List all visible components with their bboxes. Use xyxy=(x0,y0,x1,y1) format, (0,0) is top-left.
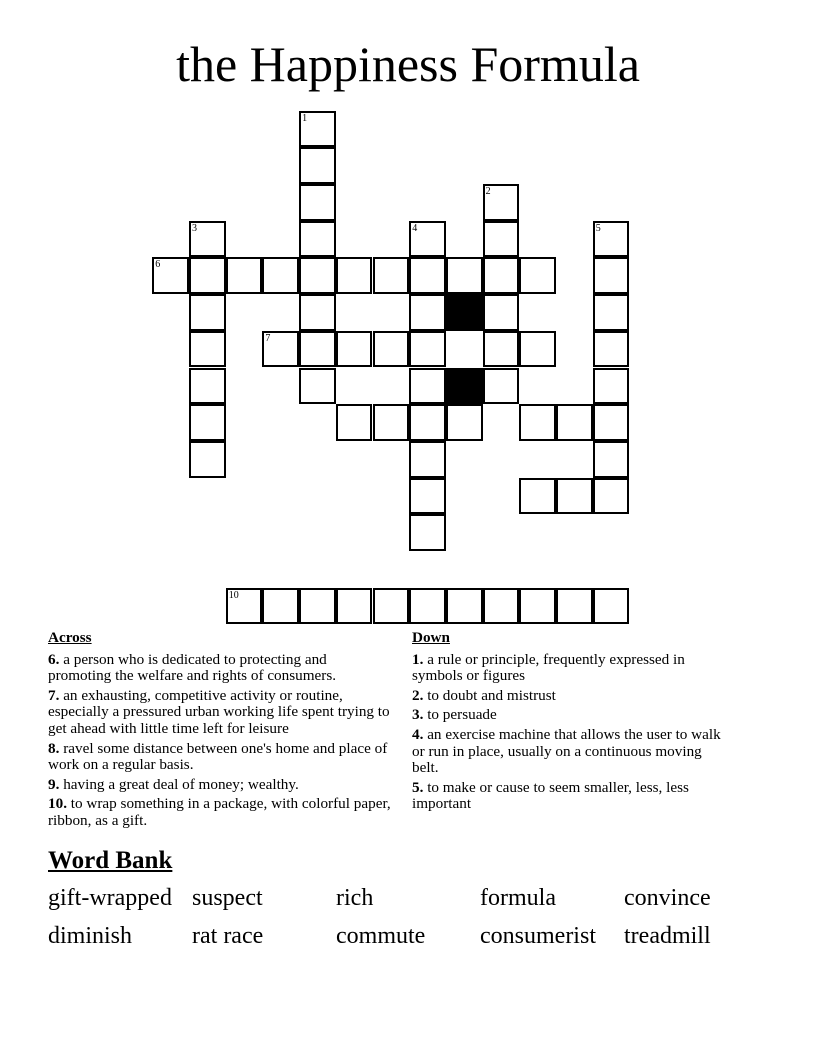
grid-cell[interactable] xyxy=(483,331,520,368)
clue-number: 3 xyxy=(192,222,197,234)
grid-cell[interactable] xyxy=(299,331,336,368)
grid-cell[interactable] xyxy=(409,331,446,368)
grid-cell[interactable] xyxy=(299,111,336,148)
grid-cell[interactable] xyxy=(336,331,373,368)
clue-text: having a great deal of money; wealthy. xyxy=(59,775,299,793)
across-clue xyxy=(48,688,393,738)
down-clue-list xyxy=(412,652,732,813)
clue-text: to persuade xyxy=(423,706,497,724)
clue-number-label: 7. xyxy=(48,686,60,704)
grid-cell[interactable] xyxy=(299,257,336,294)
clue-number-label: 5. xyxy=(412,778,424,796)
grid-cell[interactable] xyxy=(189,404,226,441)
down-clues xyxy=(412,630,732,816)
clue-number: 7 xyxy=(265,332,271,344)
clue-number: 5 xyxy=(595,222,601,234)
clue-number-label: 2. xyxy=(412,686,424,704)
grid-cell[interactable] xyxy=(519,331,556,368)
grid-cell[interactable] xyxy=(336,257,373,294)
grid-cell[interactable] xyxy=(226,257,263,294)
grid-cell[interactable] xyxy=(299,588,336,625)
grid-cell[interactable] xyxy=(483,257,520,294)
grid-cell[interactable] xyxy=(262,257,299,294)
clue-text: to make or cause to seem smaller, less, less important xyxy=(412,778,689,813)
clue-text: to wrap something in a package, with colorful paper, ribbon, as a gift. xyxy=(48,795,391,829)
word-bank-word: treadmill xyxy=(624,923,711,949)
clue-text: to doubt and mistrust xyxy=(423,686,556,704)
grid-cell[interactable] xyxy=(299,147,336,184)
grid-cell[interactable] xyxy=(593,368,630,405)
grid-cell[interactable] xyxy=(373,257,410,294)
down-clue xyxy=(412,707,732,724)
grid-cell[interactable] xyxy=(519,588,556,625)
grid-cell[interactable] xyxy=(373,331,410,368)
grid-cell[interactable] xyxy=(593,257,630,294)
grid-cell[interactable] xyxy=(373,404,410,441)
word-bank-word: rat race xyxy=(192,923,264,949)
grid-cell[interactable] xyxy=(299,221,336,258)
grid-cell[interactable] xyxy=(409,588,446,625)
grid-cell[interactable] xyxy=(409,368,446,405)
grid-cell[interactable] xyxy=(593,294,630,331)
grid-cell[interactable] xyxy=(483,221,520,258)
clue-text: a rule or principle, frequently expressed in symbols or figures xyxy=(412,650,685,685)
down-clue xyxy=(412,652,732,685)
word-bank-word: commute xyxy=(336,923,426,949)
word-bank-word: consumerist xyxy=(480,923,596,949)
clue-number-label: 10. xyxy=(48,795,67,813)
grid-cell[interactable] xyxy=(262,588,299,625)
clue-text: ravel some distance between one's home and place of work on a regular basis. xyxy=(48,739,388,774)
grid-cell[interactable] xyxy=(446,404,483,441)
grid-cell[interactable] xyxy=(409,294,446,331)
down-heading: Down xyxy=(412,629,450,646)
black-cell xyxy=(446,294,483,331)
clue-number: 4 xyxy=(412,222,418,234)
grid-cell[interactable] xyxy=(519,404,556,441)
grid-cell[interactable] xyxy=(373,588,410,625)
word-bank-word: convince xyxy=(624,885,711,911)
grid-cell[interactable] xyxy=(299,184,336,221)
grid-cell[interactable] xyxy=(189,331,226,368)
clue-number-label: 6. xyxy=(48,650,60,668)
grid-cell[interactable] xyxy=(483,588,520,625)
black-cell xyxy=(446,368,483,405)
grid-cell[interactable] xyxy=(483,294,520,331)
grid-cell[interactable] xyxy=(189,257,226,294)
grid-cell[interactable] xyxy=(189,294,226,331)
word-bank-title: Word Bank xyxy=(48,847,173,874)
grid-cell[interactable] xyxy=(593,588,630,625)
grid-cell[interactable] xyxy=(593,221,630,258)
across-clue xyxy=(48,741,393,774)
grid-cell[interactable] xyxy=(593,331,630,368)
grid-cell[interactable] xyxy=(409,514,446,551)
word-bank-word: rich xyxy=(336,885,374,911)
grid-cell[interactable] xyxy=(556,404,593,441)
grid-cell[interactable] xyxy=(336,588,373,625)
clue-number-label: 4. xyxy=(412,725,424,743)
grid-cell[interactable] xyxy=(593,441,630,478)
word-bank-word: diminish xyxy=(48,923,133,949)
across-heading: Across xyxy=(48,629,92,646)
grid-cell[interactable] xyxy=(593,404,630,441)
grid-cell[interactable] xyxy=(593,478,630,515)
clue-number-label: 9. xyxy=(48,775,60,793)
word-bank-word: gift-wrapped xyxy=(48,885,172,911)
clue-text: an exhausting, competitive activity or routine, especially a pressured urban working life spent trying to get ahead with little time left for leisure xyxy=(48,686,390,737)
grid-cell[interactable] xyxy=(189,221,226,258)
grid-cell[interactable] xyxy=(556,478,593,515)
grid-cell[interactable] xyxy=(409,441,446,478)
across-clues xyxy=(48,630,393,833)
word-bank-word: suspect xyxy=(192,885,263,911)
grid-cell[interactable] xyxy=(226,588,263,625)
grid-cell[interactable] xyxy=(409,404,446,441)
clue-number: 10 xyxy=(228,589,239,601)
page-title: the Happiness Formula xyxy=(176,36,640,92)
across-clue xyxy=(48,796,393,829)
grid-cell[interactable] xyxy=(189,368,226,405)
clue-number: 6 xyxy=(155,259,161,271)
down-clue xyxy=(412,688,732,705)
grid-cell[interactable] xyxy=(409,257,446,294)
down-clue xyxy=(412,727,732,777)
across-clue xyxy=(48,777,393,794)
grid-cell[interactable] xyxy=(446,588,483,625)
grid-cell[interactable] xyxy=(262,331,299,368)
grid-cell[interactable] xyxy=(409,478,446,515)
down-clue xyxy=(412,780,732,813)
across-clue xyxy=(48,652,393,685)
grid-cell[interactable] xyxy=(483,368,520,405)
grid-cell[interactable] xyxy=(556,588,593,625)
across-clue-list xyxy=(48,652,393,830)
clue-text: an exercise machine that allows the user to walk or run in place, usually on a continuous moving belt. xyxy=(412,725,721,777)
clue-number: 2 xyxy=(485,186,491,197)
word-bank-word: formula xyxy=(480,885,556,911)
grid-cell[interactable] xyxy=(299,368,336,405)
clue-number: 1 xyxy=(302,112,308,124)
grid-cell[interactable] xyxy=(409,221,446,258)
grid-cell[interactable] xyxy=(519,257,556,294)
clue-text: a person who is dedicated to protecting and promoting the welfare and rights of consumers. xyxy=(48,650,337,685)
grid-cell[interactable] xyxy=(519,478,556,515)
clue-number-label: 1. xyxy=(412,650,424,668)
clue-number-label: 8. xyxy=(48,739,60,757)
grid-cell[interactable] xyxy=(336,404,373,441)
grid-cell[interactable] xyxy=(299,294,336,331)
grid-cell[interactable] xyxy=(189,441,226,478)
grid-cell[interactable] xyxy=(483,184,520,221)
grid-cell[interactable] xyxy=(446,257,483,294)
clue-number-label: 3. xyxy=(412,706,424,724)
grid-cell[interactable] xyxy=(152,257,189,294)
